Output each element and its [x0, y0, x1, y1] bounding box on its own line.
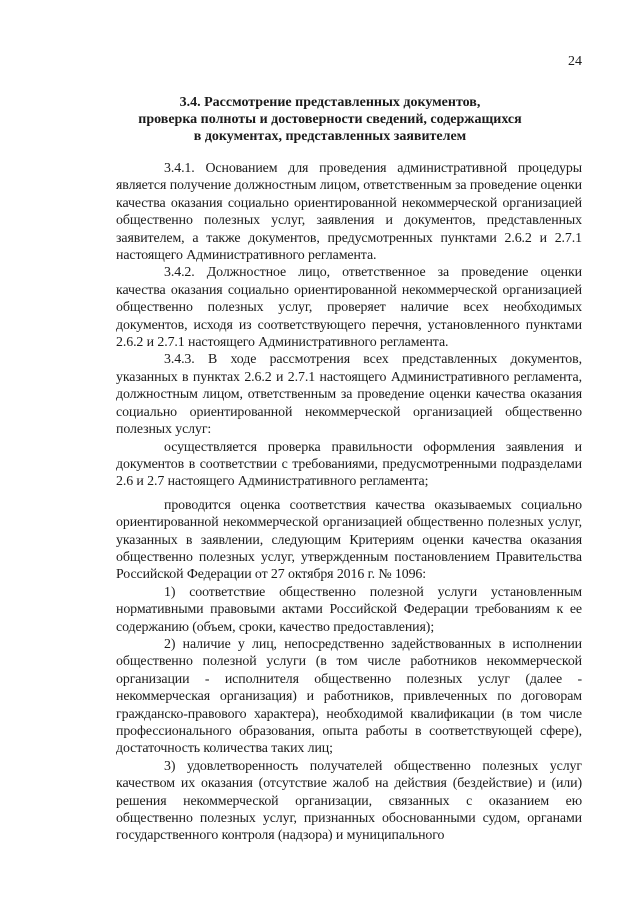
paragraph-criterion-1: 1) соответствие общественно полезной услуги установленным нормативными правовыми актами Российской Федерации требованиям к ее содержанию (объем, сроки, качество предоставления);	[116, 584, 582, 635]
paragraph-criterion-2: 2) наличие у лиц, непосредственно задействованных в исполнении общественно полезной услуги (в том числе работников некоммерческой организации - исполнителя общественно полезных услуг (далее - некоммерческая организация) и работников, привлеченных по договорам гражданско-правового характера), необходимой квалификации (в том числе профессионального образования, опыта работы в соответствующей сфере), достаточность количества таких лиц;	[116, 636, 582, 757]
page-number: 24	[568, 54, 582, 69]
heading-line-3: в документах, представленных заявителем	[193, 129, 467, 144]
paragraph-check-formatting: осуществляется проверка правильности оформления заявления и документов в соответствии с требованиями, предусмотренными подразделами 2.6 и 2.7 настоящего Административного регламента;	[116, 439, 582, 490]
paragraph-3-4-2: 3.4.2. Должностное лицо, ответственное за проведение оценки качества оказания социально ориентированной некоммерческой организацией общественно полезных услуг, проверяет наличие всех необходимых документов, исходя из соответствующего перечня, установленного пунктами 2.6.2 и 2.7.1 настоящего Административного регламента.	[116, 265, 582, 351]
paragraph-3-4-1: 3.4.1. Основанием для проведения административной процедуры является получение должностным лицом, ответственным за проведение оценки качества оказания социально ориентированной некоммерческой организацией общественно полезных услуг, заявления и документов, представленных заявителем, а также документов, предусмотренных пунктами 2.6.2 и 2.7.1 настоящего Административного регламента.	[116, 161, 582, 264]
heading-line-2: проверка полноты и достоверности сведений, содержащихся	[138, 112, 522, 127]
paragraph-quality-assessment: проводится оценка соответствия качества оказываемых социально ориентированной некоммерческой организацией общественно полезных услуг, указанных в заявлении, следующим Критериям оценки качества оказания общественно полезных услуг, утвержденным постановлением Правительства Российской Федерации от 27 октября 2016 г. № 1096:	[116, 497, 582, 583]
paragraph-criterion-3: 3) удовлетворенность получателей общественно полезных услуг качеством их оказания (отсутствие жалоб на действия (бездействие) и (или) решения некоммерческой организации, связанных с оказанием ею общественно полезных услуг, признанных обоснованными судом, органами государственного контроля (надзора) и муниципального	[116, 758, 582, 844]
section-heading	[100, 94, 560, 145]
document-body	[116, 160, 582, 845]
paragraph-3-4-3: 3.4.3. В ходе рассмотрения всех представленных документов, указанных в пунктах 2.6.2 и 2.7.1 настоящего Административного регламента, должностным лицом, ответственным за проведение оценки качества оказания социально ориентированной некоммерческой организацией общественно полезных услуг:	[116, 352, 582, 438]
heading-line-1: 3.4. Рассмотрение представленных документов,	[179, 95, 481, 110]
